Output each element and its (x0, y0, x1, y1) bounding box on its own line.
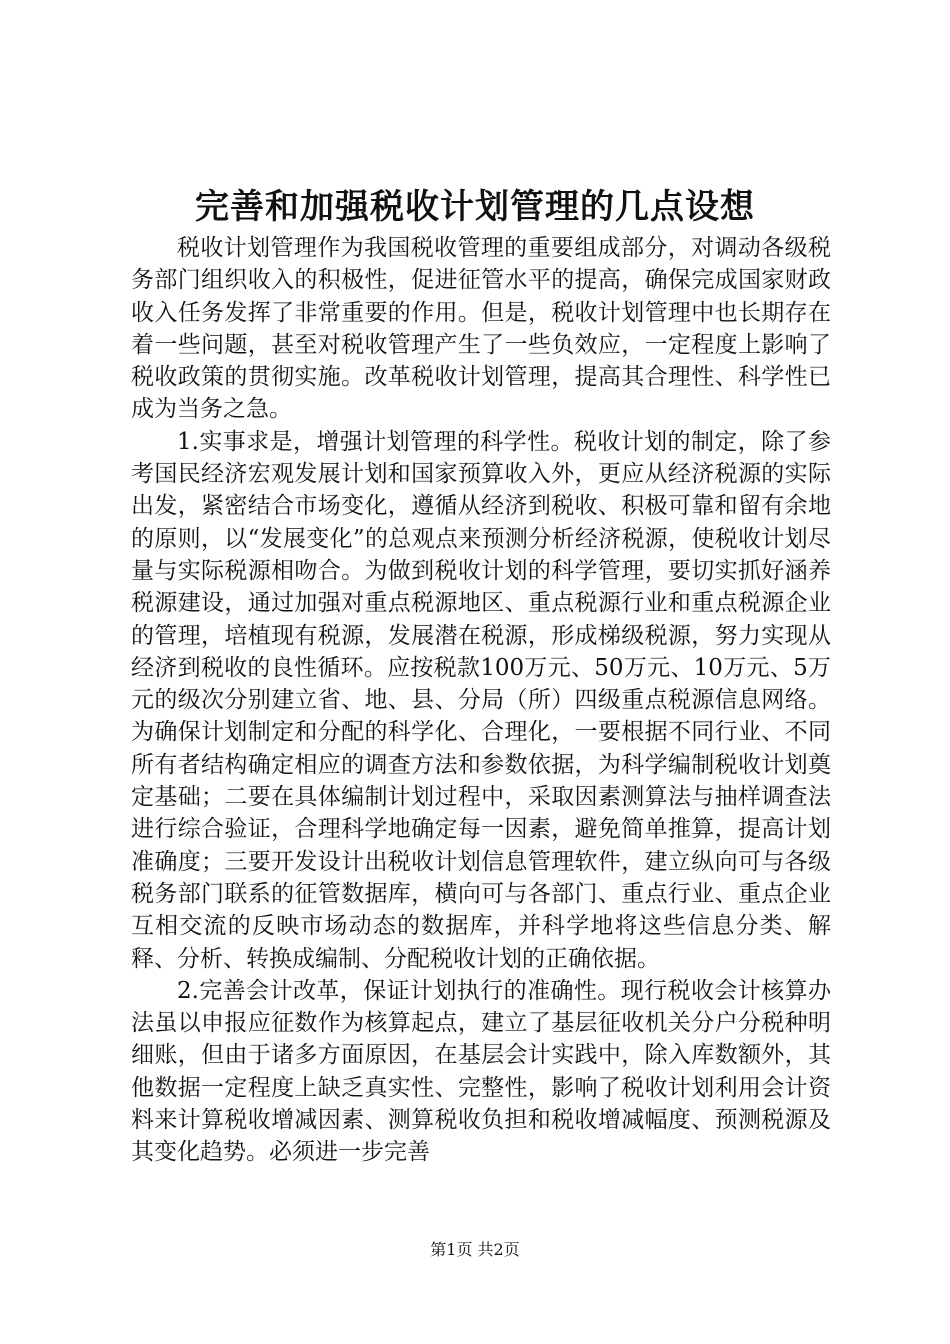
paragraph-point-1: 1.实事求是，增强计划管理的科学性。税收计划的制定，除了参考国民经济宏观发展计划和国家预算收入外，更应从经济税源的实际出发，紧密结合市场变化，遵循从经济到税收、积极可靠和留有余地的原则，以“发展变化”的总观点来预测分析经济税源，使税收计划尽量与实际税源相吻合。为做到税收计划的科学管理，要切实抓好涵养税源建设，通过加强对重点税源地区、重点税源行业和重点税源企业的管理，培植现有税源，发展潜在税源，形成梯级税源，努力实现从经济到税收的良性循环。应按税款100万元、50万元、10万元、5万元的级次分别建立省、地、县、分局（所）四级重点税源信息网络。为确保计划制定和分配的科学化、合理化，一要根据不同行业、不同所有者结构确定相应的调查方法和参数依据，为科学编制税收计划奠定基础；二要在具体编制计划过程中，采取因素测算法与抽样调查法进行综合验证，合理科学地确定每一因素，避免简单推算，提高计划准确度；三要开发设计出税收计划信息管理软件，建立纵向可与各级税务部门联系的征管数据库，横向可与各部门、重点行业、重点企业互相交流的反映市场动态的数据库，并科学地将这些信息分类、解释、分析、转换成编制、分配税收计划的正确依据。 (131, 428, 831, 972)
page-footer: 第1页 共2页 (430, 1240, 520, 1259)
document-title: 完善和加强税收计划管理的几点设想 (195, 187, 755, 227)
paragraph-point-2: 2.完善会计改革，保证计划执行的准确性。现行税收会计核算办法虽以申报应征数作为核算起点，建立了基层征收机关分户分税种明细账，但由于诸多方面原因，在基层会计实践中，除入库数额外，其他数据一定程度上缺乏真实性、完整性，影响了税收计划利用会计资料来计算税收增减因素、测算税收负担和税收增减幅度、预测税源及其变化趋势。必须进一步完善 (131, 977, 831, 1166)
document-body (131, 232, 831, 1169)
paragraph-intro: 税收计划管理作为我国税收管理的重要组成部分，对调动各级税务部门组织收入的积极性，促进征管水平的提高，确保完成国家财政收入任务发挥了非常重要的作用。但是，税收计划管理中也长期存在着一些问题，甚至对税收管理产生了一些负效应，一定程度上影响了税收政策的贯彻实施。改革税收计划管理，提高其合理性、科学性已成为当务之急。 (131, 235, 831, 423)
